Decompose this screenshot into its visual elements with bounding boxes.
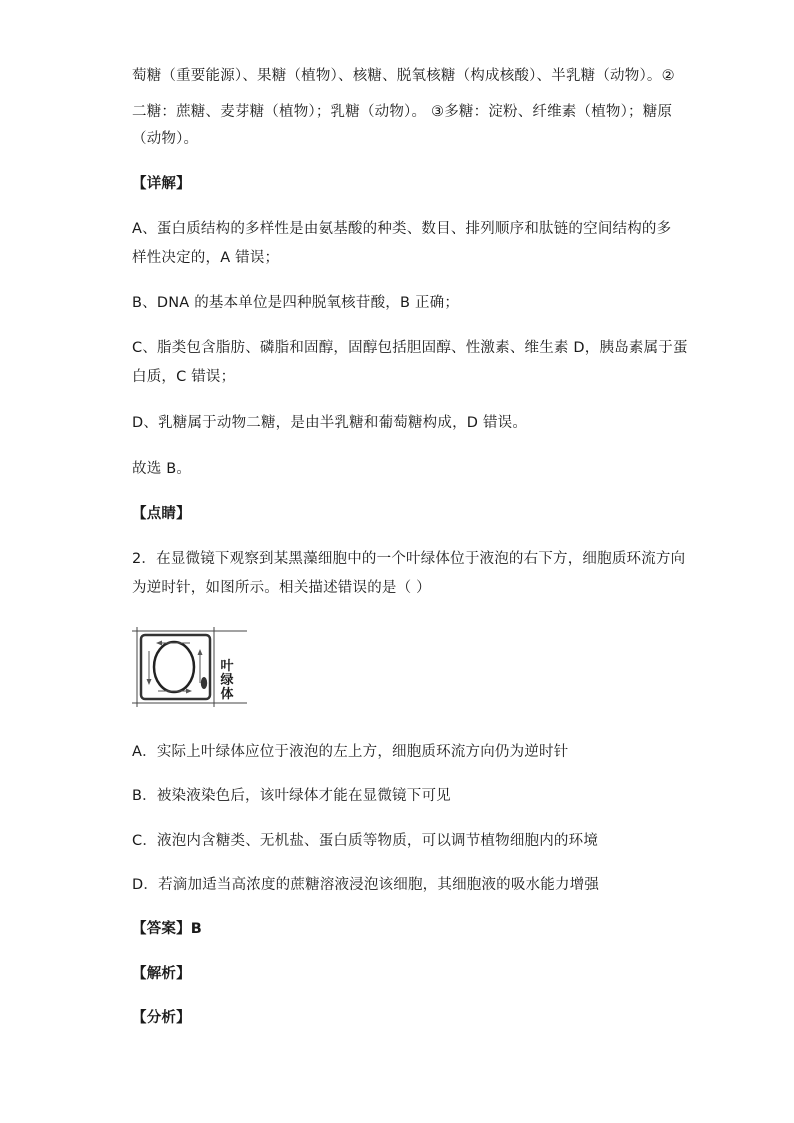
question-stem: 2．在显微镜下观察到某黑藻细胞中的一个叶绿体位于液泡的右下方，细胞质环流方向 (132, 551, 686, 567)
figure-label-chloroplast: 叶绿体 (220, 659, 234, 702)
explanation-d: D、乳糖属于动物二糖，是由半乳糖和葡萄糖构成，D 错误。 (132, 415, 528, 431)
explanation-c: C、脂类包含脂肪、磷脂和固醇，固醇包括胆固醇、性激素、维生素 D，胰岛素属于蛋 (132, 340, 688, 356)
conclusion: 故选 B。 (132, 461, 192, 477)
paragraph-line: （动物）。 (132, 131, 199, 147)
section-heading-analysis-sub: 【分析】 (132, 1010, 191, 1026)
section-heading-detail: 【详解】 (132, 176, 191, 192)
question-stem-cont: 为逆时针，如图所示。相关描述错误的是（ ） (132, 580, 431, 596)
explanation-b: B、DNA 的基本单位是四种脱氧核苷酸，B 正确； (132, 295, 460, 311)
chloroplast-shape (201, 677, 207, 689)
paragraph-line: 二糖：蔗糖、麦芽糖（植物）；乳糖（动物）。 ③多糖：淀粉、纤维素（植物）；糖原 (132, 104, 673, 120)
section-heading-comment: 【点睛】 (132, 506, 191, 522)
option-d: D．若滴加适当高浓度的蔗糖溶液浸泡该细胞，其细胞液的吸水能力增强 (132, 877, 600, 893)
option-b: B．被染液染色后，该叶绿体才能在显微镜下可见 (132, 788, 451, 804)
explanation-c-cont: 白质，C 错误； (132, 369, 236, 385)
option-c: C．液泡内含糖类、无机盐、蛋白质等物质，可以调节植物细胞内的环境 (132, 833, 599, 849)
explanation-a: A、蛋白质结构的多样性是由氨基酸的种类、数目、排列顺序和肽链的空间结构的多 (132, 221, 672, 237)
section-heading-answer: 【答案】B (132, 921, 203, 937)
section-heading-analysis: 【解析】 (132, 966, 191, 982)
paragraph-line: 萄糖（重要能源）、果糖（植物）、核糖、脱氧核糖（构成核酸）、半乳糖（动物）。② (132, 68, 675, 84)
option-a: A．实际上叶绿体应位于液泡的左上方，细胞质环流方向仍为逆时针 (132, 744, 569, 760)
explanation-a-cont: 样性决定的，A 错误； (132, 250, 280, 266)
